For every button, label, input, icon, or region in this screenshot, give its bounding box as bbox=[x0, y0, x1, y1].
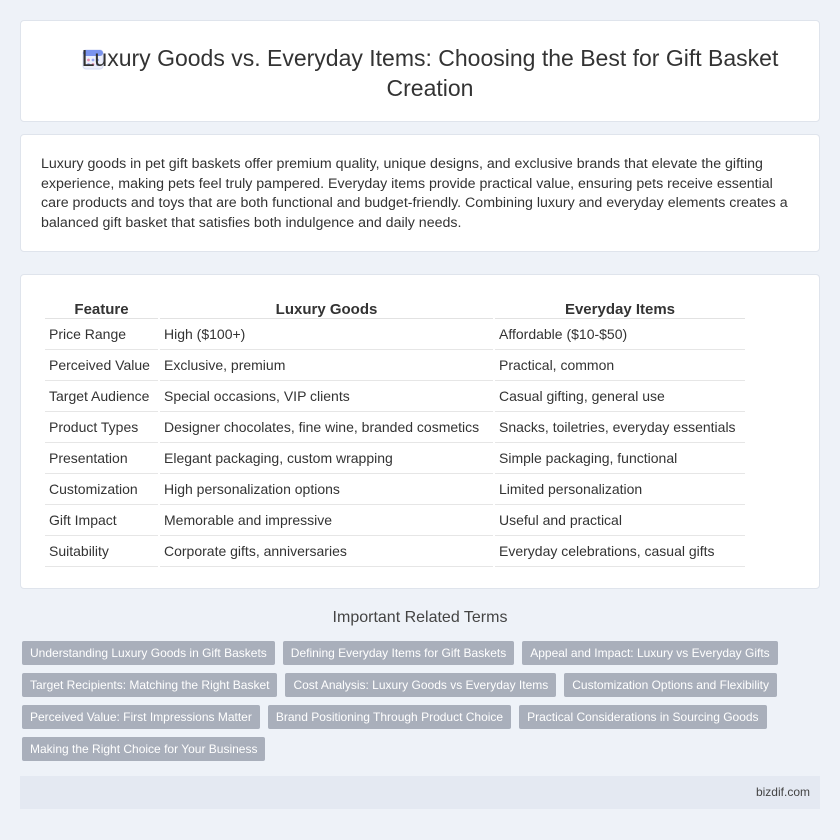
row-feature: Price Range bbox=[45, 319, 158, 350]
intro-paragraph: Luxury goods in pet gift baskets offer premium quality, unique designs, and exclusive brands that elevate the gifting experience, making pets feel truly pampered. Everyday items provide practical value, ensuring pets receive essential care products and toys that are both functional and budget-friendly. Combining luxury and everyday elements creates a balanced gift basket that satisfies both indulgence and daily needs. bbox=[41, 156, 788, 231]
table-row bbox=[45, 536, 745, 567]
related-terms-heading: Important Related Terms bbox=[332, 609, 508, 626]
row-feature: Suitability bbox=[45, 536, 158, 567]
row-luxury: High ($100+) bbox=[160, 319, 493, 350]
comparison-card bbox=[20, 274, 820, 589]
row-luxury: Corporate gifts, anniversaries bbox=[160, 536, 493, 567]
row-luxury: Memorable and impressive bbox=[160, 505, 493, 536]
related-term-tag[interactable]: Defining Everyday Items for Gift Baskets bbox=[283, 641, 514, 665]
row-feature: Perceived Value bbox=[45, 350, 158, 381]
related-term-tag[interactable]: Appeal and Impact: Luxury vs Everyday Gifts bbox=[522, 641, 777, 665]
table-row bbox=[45, 319, 745, 350]
row-everyday: Affordable ($10-$50) bbox=[495, 319, 745, 350]
page-title: Luxury Goods vs. Everyday Items: Choosing the Best for Gift Basket Creation bbox=[81, 45, 779, 101]
table-row bbox=[45, 412, 745, 443]
row-feature: Product Types bbox=[45, 412, 158, 443]
related-term-tag[interactable]: Making the Right Choice for Your Business bbox=[22, 737, 265, 761]
row-everyday: Casual gifting, general use bbox=[495, 381, 745, 412]
row-luxury: Designer chocolates, fine wine, branded cosmetics bbox=[160, 412, 493, 443]
related-term-tag[interactable]: Brand Positioning Through Product Choice bbox=[268, 705, 511, 729]
title-card bbox=[20, 20, 820, 122]
table-row bbox=[45, 443, 745, 474]
related-term-tag[interactable]: Target Recipients: Matching the Right Basket bbox=[22, 673, 277, 697]
related-term-tag[interactable]: Perceived Value: First Impressions Matter bbox=[22, 705, 260, 729]
footer bbox=[20, 776, 820, 809]
row-feature: Gift Impact bbox=[45, 505, 158, 536]
related-term-tag[interactable]: Cost Analysis: Luxury Goods vs Everyday Items bbox=[285, 673, 556, 697]
row-everyday: Everyday celebrations, casual gifts bbox=[495, 536, 745, 567]
related-term-tag[interactable]: Practical Considerations in Sourcing Goods bbox=[519, 705, 766, 729]
row-everyday: Snacks, toiletries, everyday essentials bbox=[495, 412, 745, 443]
related-term-tag[interactable]: Understanding Luxury Goods in Gift Baskets bbox=[22, 641, 275, 665]
row-luxury: Special occasions, VIP clients bbox=[160, 381, 493, 412]
header-luxury-goods: Luxury Goods bbox=[160, 295, 493, 319]
row-feature: Target Audience bbox=[45, 381, 158, 412]
row-everyday: Useful and practical bbox=[495, 505, 745, 536]
table-row bbox=[45, 381, 745, 412]
table-row bbox=[45, 474, 745, 505]
table-row bbox=[45, 350, 745, 381]
row-everyday: Limited personalization bbox=[495, 474, 745, 505]
header-feature: Feature bbox=[45, 295, 158, 319]
intro-card bbox=[20, 134, 820, 252]
header-everyday-items: Everyday Items bbox=[495, 295, 745, 319]
row-everyday: Simple packaging, functional bbox=[495, 443, 745, 474]
row-luxury: Elegant packaging, custom wrapping bbox=[160, 443, 493, 474]
related-term-tag[interactable]: Customization Options and Flexibility bbox=[564, 673, 777, 697]
comparison-table bbox=[43, 295, 747, 567]
table-header-row bbox=[45, 295, 745, 319]
related-terms-list bbox=[22, 641, 802, 761]
row-luxury: Exclusive, premium bbox=[160, 350, 493, 381]
table-row bbox=[45, 505, 745, 536]
row-feature: Customization bbox=[45, 474, 158, 505]
footer-site[interactable]: bizdif.com bbox=[755, 785, 810, 799]
row-feature: Presentation bbox=[45, 443, 158, 474]
row-everyday: Practical, common bbox=[495, 350, 745, 381]
row-luxury: High personalization options bbox=[160, 474, 493, 505]
